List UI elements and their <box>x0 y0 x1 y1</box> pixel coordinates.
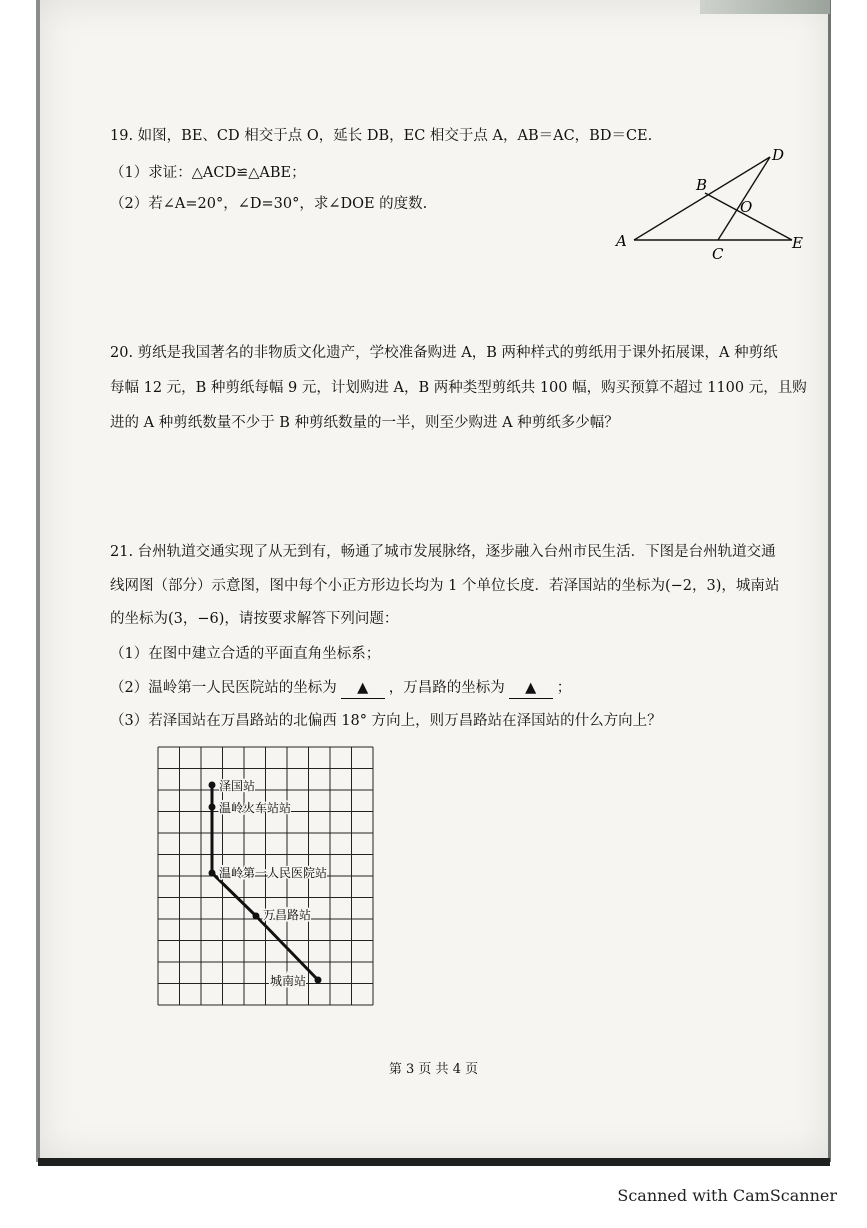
q19-part2: （2）若∠A=20°，∠D=30°，求∠DOE 的度数. <box>110 196 428 212</box>
answer-blank-wanchang: ▲ <box>509 678 553 699</box>
station-dot-chengnan <box>315 977 322 984</box>
station-label-wanchang: 万昌路站 <box>263 908 312 922</box>
q20-line1: 20. 剪纸是我国著名的非物质文化遗产，学校准备购进 A，B 两种样式的剪纸用于课外拓展课，A 种剪纸 <box>110 345 778 361</box>
station-label-zeguo: 泽国站 <box>219 779 256 793</box>
q19-label-c: C <box>712 245 724 263</box>
q20-line2: 每幅 12 元，B 种剪纸每幅 9 元，计划购进 A，B 两种类型剪纸共 100 幅，购买预算不超过 1100 元，且购 <box>110 380 807 396</box>
q19-label-d: D <box>772 146 785 164</box>
q19-label-o: O <box>740 198 753 216</box>
q21-line1: 21. 台州轨道交通实现了从无到有，畅通了城市发展脉络，逐步融入台州市民生活．下图是台州轨道交通 <box>110 544 776 560</box>
q21-part3: （3）若泽国站在万昌路站的北偏西 18° 方向上，则万昌路站在泽国站的什么方向上？ <box>110 713 662 729</box>
page-footer: 第 3 页 共 4 页 <box>388 1062 479 1077</box>
q20-line3: 进的 A 种剪纸数量不少于 B 种剪纸数量的一半，则至少购进 A 种剪纸多少幅？ <box>110 415 619 431</box>
scan-top-strip <box>700 0 830 14</box>
camscanner-watermark: Scanned with CamScanner <box>617 1186 837 1205</box>
q21-part2-end: ； <box>556 680 572 696</box>
q21-part2-text-a: （2）温岭第一人民医院站的坐标为 <box>110 680 337 696</box>
q19-triangle-figure <box>610 140 810 265</box>
q21-part1: （1）在图中建立合适的平面直角坐标系； <box>110 646 381 662</box>
station-dot-zeguo <box>209 782 216 789</box>
q19-label-a: A <box>616 232 627 250</box>
q19-part1: （1）求证：△ACD≌△ABE； <box>110 165 306 181</box>
q21-line2: 线网图（部分）示意图，图中每个小正方形边长均为 1 个单位长度．若泽国站的坐标为(−2，3)，城南站 <box>110 578 780 594</box>
q21-line3: 的坐标为(3，−6)，请按要求解答下列问题： <box>110 611 399 627</box>
rail-map-grid <box>150 745 382 1025</box>
q19-stem: 19. 如图，BE、CD 相交于点 O，延长 DB，EC 相交于点 A，AB＝AC，BD＝CE. <box>110 128 653 144</box>
q19-label-b: B <box>696 176 708 194</box>
q19-label-e: E <box>792 234 803 252</box>
station-label-chengnan: 城南站 <box>270 974 307 988</box>
q21-part2-text-b: ，万昌路的坐标为 <box>388 680 505 696</box>
station-label-wenling-train: 温岭火车站站 <box>219 801 292 815</box>
station-dot-hospital <box>209 870 216 877</box>
station-label-hospital: 温岭第一人民医院站 <box>219 866 328 880</box>
station-dot-wanchang <box>253 913 260 920</box>
scan-bottom-band <box>38 1158 830 1166</box>
station-dot-wenling-train <box>209 804 216 811</box>
answer-blank-hospital: ▲ <box>341 678 385 699</box>
page-right-edge <box>828 0 831 1162</box>
q21-part2 <box>110 678 571 699</box>
page-left-edge <box>36 0 40 1162</box>
